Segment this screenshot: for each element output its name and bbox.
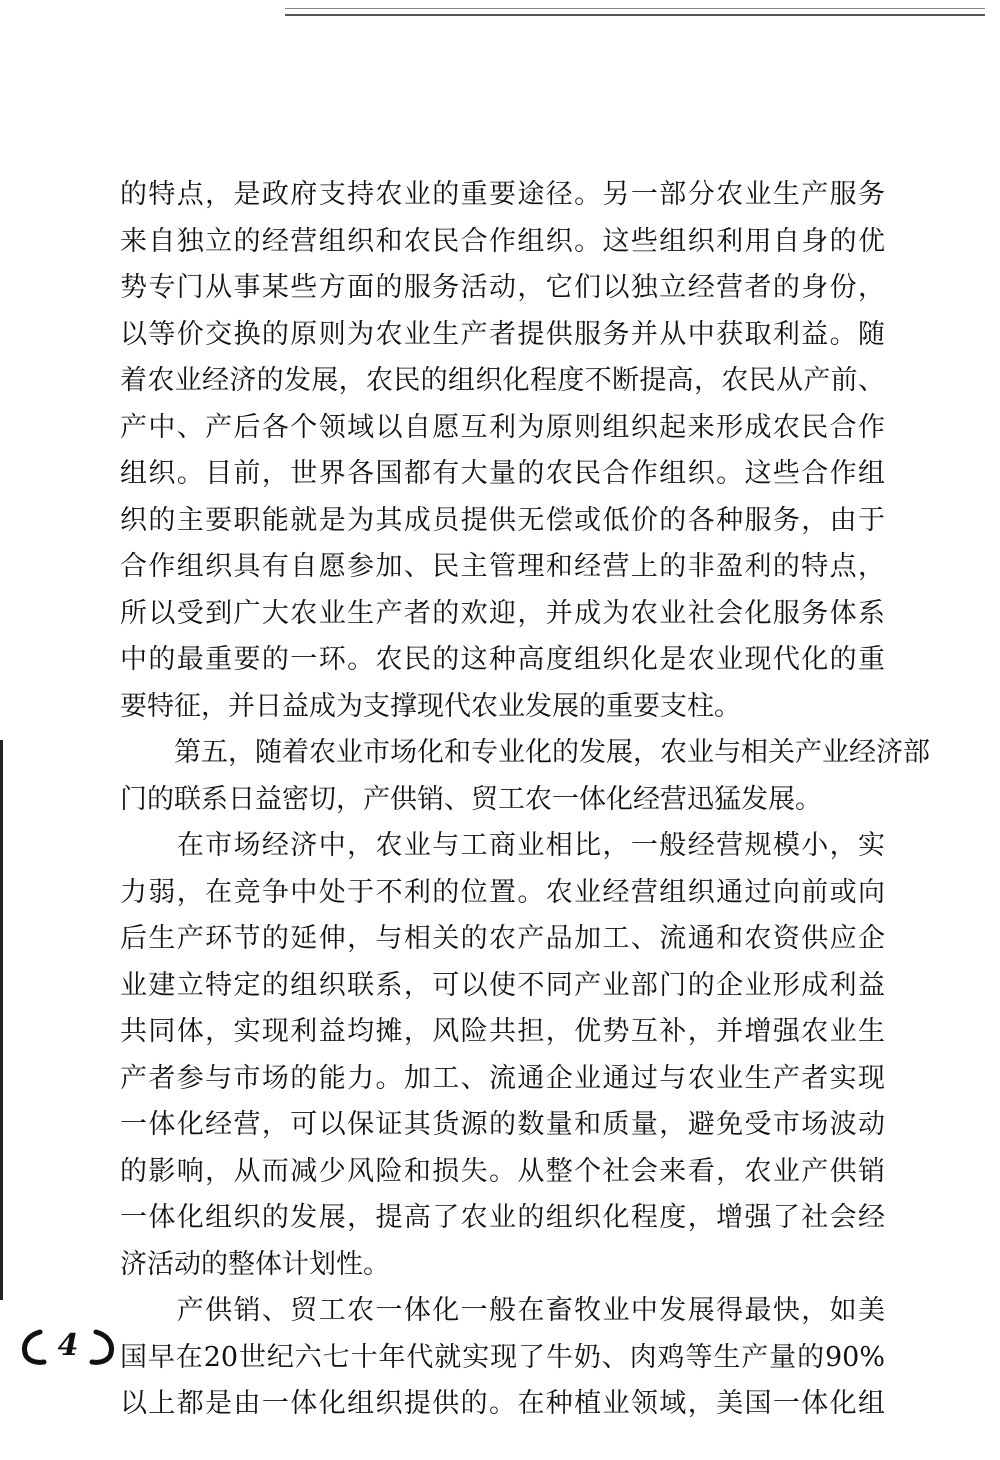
text-line: 合作组织具有自愿参加、民主管理和经营上的非盈利的特点， <box>120 551 885 582</box>
text-line: 力弱，在竞争中处于不利的位置。农业经营组织通过向前或向 <box>120 876 885 908</box>
body-text <box>120 172 930 1428</box>
page-number-ornament <box>18 1326 118 1366</box>
text-line: 产供销、贸工农一体化一般在畜牧业中发展得最快，如美 <box>120 1295 885 1326</box>
text-line: 产者参与市场的能力。加工、流通企业通过与农业生产者实现 <box>120 1062 885 1094</box>
text-line: 要特征，并日益成为支撑现代农业发展的重要支柱。 <box>120 690 741 722</box>
text-line: 着农业经济的发展，农民的组织化程度不断提高，农民从产前、 <box>120 365 885 396</box>
text-line: 组织。目前，世界各国都有大量的农民合作组织。这些合作组 <box>120 458 885 489</box>
text-line: 第五，随着农业市场化和专业化的发展，农业与相关产业经济部 <box>120 737 930 768</box>
text-line: 一体化经营，可以保证其货源的数量和质量，避免受市场波动 <box>120 1109 885 1140</box>
header-rule-thin <box>285 8 985 9</box>
text-line: 一体化组织的发展，提高了农业的组织化程度，增强了社会经 <box>120 1202 885 1233</box>
text-line: 业建立特定的组织联系，可以使不同产业部门的企业形成利益 <box>120 969 885 1001</box>
text-line: 后生产环节的延伸，与相关的农产品加工、流通和农资供应企 <box>120 923 885 954</box>
text-line: 国早在20世纪六七十年代就实现了牛奶、肉鸡等生产量的90% <box>120 1341 885 1373</box>
text-line: 共同体，实现利益均摊，风险共担，优势互补，并增强农业生 <box>120 1016 885 1047</box>
text-line: 门的联系日益密切，产供销、贸工农一体化经营迅猛发展。 <box>120 783 822 815</box>
text-line: 以上都是由一体化组织提供的。在种植业领域，美国一体化组 <box>120 1388 885 1419</box>
text-line: 在市场经济中，农业与工商业相比，一般经营规模小，实 <box>120 830 885 861</box>
text-line: 的影响，从而减少风险和损失。从整个社会来看，农业产供销 <box>120 1155 885 1187</box>
page-number: 4 <box>57 1328 79 1363</box>
text-line: 产中、产后各个领域以自愿互利为原则组织起来形成农民合作 <box>120 411 885 443</box>
header-rule-thick <box>285 14 985 16</box>
text-line: 所以受到广大农业生产者的欢迎，并成为农业社会化服务体系 <box>120 597 885 629</box>
text-line: 的特点，是政府支持农业的重要途径。另一部分农业生产服务 <box>120 179 885 210</box>
text-line: 以等价交换的原则为农业生产者提供服务并从中获取利益。随 <box>120 318 885 350</box>
text-line: 织的主要职能就是为其成员提供无偿或低价的各种服务，由于 <box>120 504 885 536</box>
text-line: 势专门从事某些方面的服务活动，它们以独立经营者的身份， <box>120 272 885 303</box>
scan-edge-shadow <box>0 740 3 1300</box>
text-line: 中的最重要的一环。农民的这种高度组织化是农业现代化的重 <box>120 644 885 675</box>
text-line: 来自独立的经营组织和农民合作组织。这些组织利用自身的优 <box>120 225 885 257</box>
text-line: 济活动的整体计划性。 <box>120 1248 390 1280</box>
